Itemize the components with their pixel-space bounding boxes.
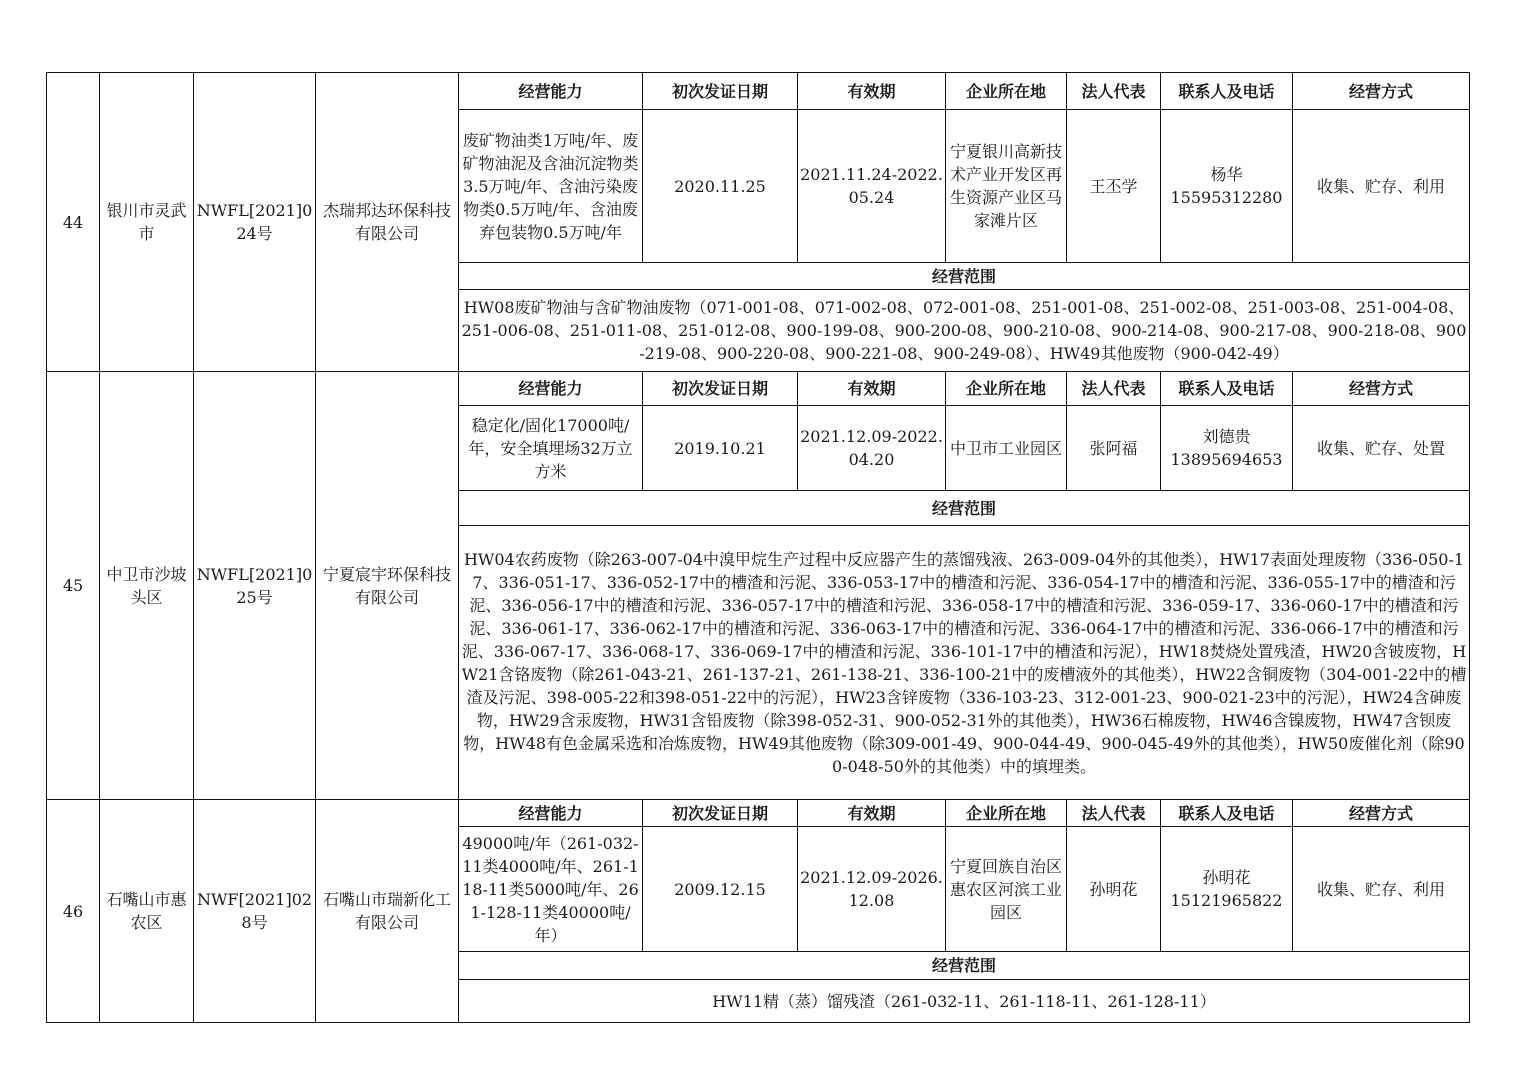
location-value: 中卫市工业园区 — [946, 406, 1067, 491]
location-header: 企业所在地 — [946, 372, 1067, 406]
contact-phone: 15595312280 — [1170, 188, 1283, 207]
capacity-header: 经营能力 — [459, 372, 643, 406]
method-value: 收集、贮存、利用 — [1293, 827, 1470, 952]
scope-text: HW04农药废物（除263-007-04中溴甲烷生产过程中反应器产生的蒸馏残液、263-009-04外的其他类），HW17表面处理废物（336-050-17、336-051-17、336-052-17中的槽渣和污泥、336-053-17中的槽渣和污泥、336-054-17中的槽渣和污泥、336-055-17中的槽渣和污泥、336-056-17中的槽渣和污泥、336-057-17中的槽渣和污泥、336-058-17中的槽渣和污泥、336-059-17、336-060-17中的槽渣和污泥、336-061-17、336-062-17中的槽渣和污泥、336-063-17中的槽渣和污泥、336-064-17中的槽渣和污泥、336-066-17中的槽渣和污泥、336-067-17、336-068-17、336-069-17中的槽渣和污泥、336-101-17中的槽渣和污泥），HW18焚烧处置残渣，HW20含铍废物，HW21含铬废物（除261-043-21、261-137-21、261-138-21、336-100-21中的废槽液外的其他类），HW22含铜废物（304-001-22中的槽渣及污泥、398-005-22和398-051-22中的污泥），HW23含锌废物（336-103-23、312-001-23、900-021-23中的污泥），HW24含砷废物，HW29含汞废物，HW31含铅废物（除398-052-31、900-052-31外的其他类），HW36石棉废物，HW46含镍废物，HW47含钡废物，HW48有色金属采选和冶炼废物，HW49其他废物（除309-001-49、900-044-49、900-045-49外的其他类），HW50废催化剂（除900-048-50外的其他类）中的填埋类。 — [459, 526, 1470, 800]
contact-header: 联系人及电话 — [1161, 73, 1293, 110]
contact-value — [1161, 406, 1293, 491]
scope-title: 经营范围 — [459, 491, 1470, 526]
record-number: 44 — [47, 73, 100, 372]
method-header: 经营方式 — [1293, 372, 1470, 406]
contact-value — [1161, 827, 1293, 952]
issue-date-value: 2019.10.21 — [643, 406, 798, 491]
validity-header: 有效期 — [798, 73, 946, 110]
capacity-value: 稳定化/固化17000吨/年，安全填埋场32万立方米 — [459, 406, 643, 491]
company-name: 宁夏宸宇环保科技有限公司 — [316, 372, 459, 800]
validity-value: 2021.12.09-2026.12.08 — [798, 827, 946, 952]
record-number: 45 — [47, 372, 100, 800]
capacity-header: 经营能力 — [459, 800, 643, 827]
company-name: 石嘴山市瑞新化工有限公司 — [316, 800, 459, 1023]
issue-date-value: 2009.12.15 — [643, 827, 798, 952]
method-value: 收集、贮存、处置 — [1293, 406, 1470, 491]
location-header: 企业所在地 — [946, 800, 1067, 827]
scope-text: HW11精（蒸）馏残渣（261-032-11、261-118-11、261-128-11） — [459, 980, 1470, 1023]
region-cell: 银川市灵武市 — [100, 73, 194, 372]
contact-name: 刘德贵 — [1202, 427, 1251, 446]
contact-name: 孙明花 — [1202, 868, 1251, 887]
issue-date-header: 初次发证日期 — [643, 73, 798, 110]
record-44-header-row — [47, 73, 1470, 110]
validity-value: 2021.12.09-2022.04.20 — [798, 406, 946, 491]
contact-name: 杨华 — [1210, 165, 1243, 184]
location-value: 宁夏银川高新技术产业开发区再生资源产业区马家滩片区 — [946, 110, 1067, 263]
capacity-header: 经营能力 — [459, 73, 643, 110]
license-number: NWF[2021]028号 — [194, 800, 316, 1023]
contact-phone: 15121965822 — [1170, 891, 1283, 910]
legal-rep-header: 法人代表 — [1067, 800, 1161, 827]
method-header: 经营方式 — [1293, 73, 1470, 110]
scope-title: 经营范围 — [459, 952, 1470, 980]
record-45-header-row — [47, 372, 1470, 406]
waste-license-table — [46, 72, 1470, 1023]
license-number: NWFL[2021]024号 — [194, 73, 316, 372]
region-cell: 石嘴山市惠农区 — [100, 800, 194, 1023]
method-value: 收集、贮存、利用 — [1293, 110, 1470, 263]
validity-header: 有效期 — [798, 372, 946, 406]
scope-title: 经营范围 — [459, 263, 1470, 290]
license-number: NWFL[2021]025号 — [194, 372, 316, 800]
location-header: 企业所在地 — [946, 73, 1067, 110]
location-value: 宁夏回族自治区惠农区河滨工业园区 — [946, 827, 1067, 952]
validity-header: 有效期 — [798, 800, 946, 827]
issue-date-header: 初次发证日期 — [643, 372, 798, 406]
contact-value — [1161, 110, 1293, 263]
method-header: 经营方式 — [1293, 800, 1470, 827]
capacity-value: 49000吨/年（261-032-11类4000吨/年、261-118-11类5000吨/年、261-128-11类40000吨/年） — [459, 827, 643, 952]
legal-rep-header: 法人代表 — [1067, 372, 1161, 406]
scope-text: HW08废矿物油与含矿物油废物（071-001-08、071-002-08、072-001-08、251-001-08、251-002-08、251-003-08、251-004-08、251-006-08、251-011-08、251-012-08、900-199-08、900-200-08、900-210-08、900-214-08、900-217-08、900-218-08、900-219-08、900-220-08、900-221-08、900-249-08）、HW49其他废物（900-042-49） — [459, 290, 1470, 372]
issue-date-value: 2020.11.25 — [643, 110, 798, 263]
legal-rep-value: 王丕学 — [1067, 110, 1161, 263]
company-name: 杰瑞邦达环保科技有限公司 — [316, 73, 459, 372]
legal-rep-header: 法人代表 — [1067, 73, 1161, 110]
capacity-value: 废矿物油类1万吨/年、废矿物油泥及含油沉淀物类3.5万吨/年、含油污染废物类0.5万吨/年、含油废弃包装物0.5万吨/年 — [459, 110, 643, 263]
region-cell: 中卫市沙坡头区 — [100, 372, 194, 800]
legal-rep-value: 张阿福 — [1067, 406, 1161, 491]
record-number: 46 — [47, 800, 100, 1023]
contact-phone: 13895694653 — [1170, 450, 1283, 469]
validity-value: 2021.11.24-2022.05.24 — [798, 110, 946, 263]
contact-header: 联系人及电话 — [1161, 372, 1293, 406]
issue-date-header: 初次发证日期 — [643, 800, 798, 827]
record-46-header-row — [47, 800, 1470, 827]
legal-rep-value: 孙明花 — [1067, 827, 1161, 952]
contact-header: 联系人及电话 — [1161, 800, 1293, 827]
